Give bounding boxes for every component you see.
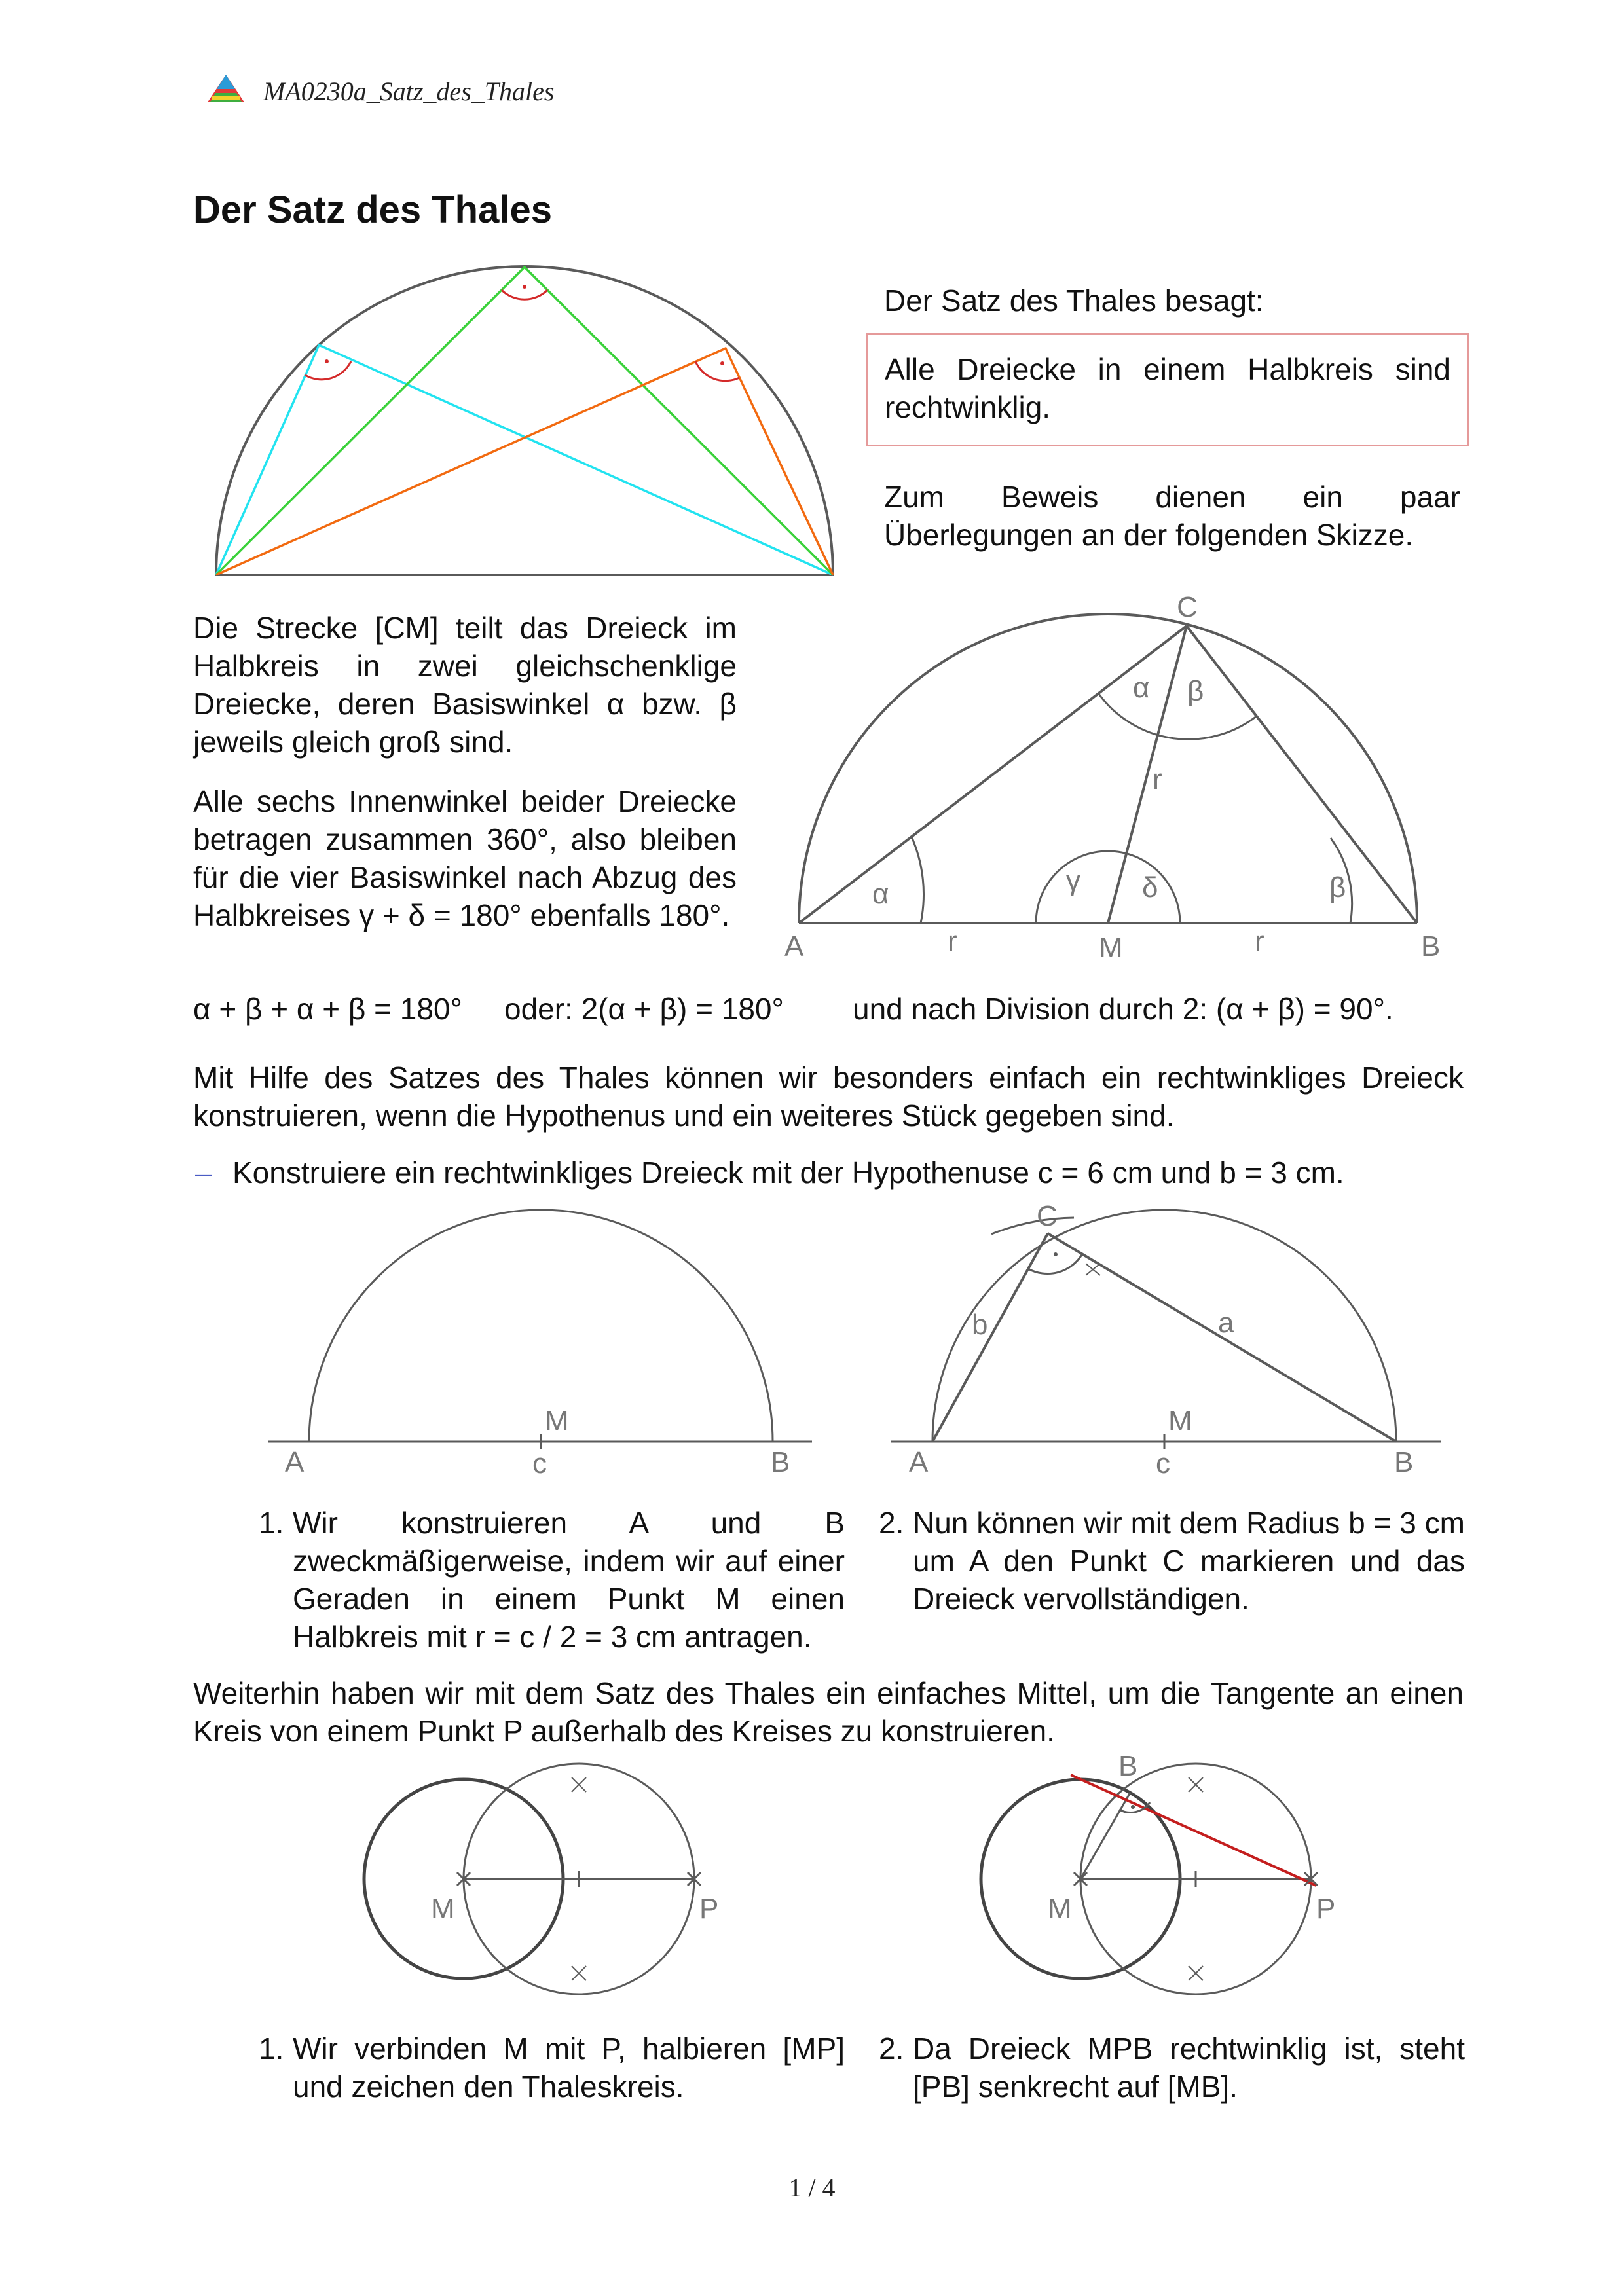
label-b: B <box>1118 1750 1138 1782</box>
tangent-step-2 <box>879 2030 1465 2105</box>
side-ac <box>799 626 1187 923</box>
side-bc <box>1187 626 1417 923</box>
figure-tangent-step1 <box>354 1761 720 2010</box>
label-r-cm: r <box>1153 763 1162 795</box>
tangent-step-1 <box>259 2030 845 2105</box>
equation-3: und nach Division durch 2: (α + β) = 90°. <box>853 992 1393 1026</box>
green-triangle <box>216 267 833 575</box>
label-b: B <box>1394 1446 1414 1478</box>
step-number: 2. <box>879 2032 904 2066</box>
task-text: Konstruiere ein rechtwinkliges Dreieck mit der Hypothenuse c = 6 cm und b = 3 cm. <box>232 1156 1344 1190</box>
cross-mark <box>572 1777 586 1792</box>
step-number: 1. <box>259 2032 284 2066</box>
label-p: P <box>699 1893 719 1925</box>
side-b <box>932 1233 1048 1442</box>
orange-triangle <box>216 348 833 575</box>
label-a: A <box>784 930 804 962</box>
label-m: M <box>1099 932 1123 964</box>
label-a: A <box>285 1446 304 1478</box>
equation-2: oder: 2(α + β) = 180° <box>504 992 784 1026</box>
label-m: M <box>431 1893 455 1925</box>
angle-arc-alpha-a <box>912 837 924 923</box>
task-dash: – <box>195 1156 212 1190</box>
page-number: 1 / 4 <box>788 2173 836 2202</box>
label-c: C <box>1037 1200 1058 1232</box>
label-b: B <box>1421 930 1441 962</box>
figure-triangles-semicircle <box>196 249 851 589</box>
label-alpha-a: α <box>872 878 889 910</box>
construction-step-1 <box>259 1504 845 1656</box>
semicircle-arc <box>309 1210 773 1442</box>
step-number: 1. <box>259 1506 284 1540</box>
label-p: P <box>1316 1893 1336 1925</box>
explanation-paragraph-1: Die Strecke [CM] teilt das Dreieck im Halbkreis in zwei gleichschenklige Dreiecke, deren Basiswinkel α bzw. β jeweils gleich groß sind. <box>193 611 737 759</box>
step-text: Wir verbinden M mit P, halbieren [MP] und zeichen den Thaleskreis. <box>293 2032 845 2104</box>
construction-intro: Mit Hilfe des Satzes des Thales können wir besonders einfach ein rechtwinkliges Dreieck konstruieren, wenn die Hypothenus und ein weiteres Stück gegeben sind. <box>193 1061 1464 1133</box>
header-logo <box>206 73 246 105</box>
label-beta-c: β <box>1187 675 1204 707</box>
explanation-paragraph-2: Alle sechs Innenwinkel beider Dreiecke betragen zusammen 360°, also bleiben für die vier Basiswinkel nach Abzug des Halbkreises γ + δ = 180° ebenfalls 180°. <box>193 784 737 932</box>
theorem-text: Alle Dreiecke in einem Halbkreis sind rechtwinklig. <box>885 352 1450 424</box>
cross-mark <box>1189 1777 1203 1792</box>
label-delta: δ <box>1142 871 1158 903</box>
tangent-intro: Weiterhin haben wir mit dem Satz des Thales ein einfaches Mittel, um die Tangente an einen Kreis von einem Punkt P außerhalb des Kreises zu konstruieren. <box>193 1676 1464 1748</box>
right-angle-mark <box>305 361 351 380</box>
step-text: Wir konstruieren A und B zweckmäßigerweise, indem wir auf einer Geraden in einem Punkt M einen Halbkreis mit r = c / 2 = 3 cm antragen. <box>293 1506 845 1654</box>
right-angle-mark <box>502 290 547 299</box>
label-alpha-c: α <box>1133 672 1150 704</box>
page-title: Der Satz des Thales <box>193 189 552 231</box>
label-b-side: b <box>972 1309 988 1341</box>
label-c: c <box>532 1448 547 1480</box>
label-b: B <box>771 1446 790 1478</box>
label-gamma: γ <box>1066 865 1080 897</box>
label-m: M <box>1168 1405 1192 1437</box>
compass-arc <box>991 1218 1074 1234</box>
semicircle-arc <box>799 614 1417 923</box>
label-a: A <box>909 1446 929 1478</box>
cross-mark <box>1189 1966 1203 1980</box>
angle-arc-at-c <box>1099 694 1257 739</box>
label-a-side: a <box>1218 1307 1234 1339</box>
proof-intro: Zum Beweis dienen ein paar Überlegungen an der folgenden Skizze. <box>884 480 1460 552</box>
cross-mark <box>1086 1264 1100 1275</box>
label-r-right: r <box>1255 925 1264 957</box>
equation-1: α + β + α + β = 180° <box>193 992 462 1026</box>
construction-step-2 <box>879 1504 1465 1618</box>
step-number: 2. <box>879 1506 904 1540</box>
document-id: MA0230a_Satz_des_Thales <box>263 77 555 106</box>
semicircle-arc <box>932 1210 1396 1442</box>
label-m: M <box>545 1405 569 1437</box>
theorem-heading: Der Satz des Thales besagt: <box>884 283 1264 318</box>
label-c-hyp: c <box>1156 1448 1170 1480</box>
step-text: Da Dreieck MPB rechtwinklig ist, steht [PB] senkrecht auf [MB]. <box>913 2032 1465 2104</box>
label-c: C <box>1177 591 1198 623</box>
angle-arc-gamma-delta <box>1036 851 1180 923</box>
step-text: Nun können wir mit dem Radius b = 3 cm um A den Punkt C markieren und das Dreieck vervollständigen. <box>913 1506 1465 1616</box>
cross-mark <box>572 1966 586 1980</box>
figure-tangent-step2 <box>950 1735 1356 2010</box>
mountain-logo-icon <box>206 73 246 105</box>
label-r-left: r <box>948 925 957 957</box>
semicircle-arc <box>216 266 833 575</box>
figure-construction-step2 <box>877 1192 1454 1493</box>
figure-proof-sketch <box>766 576 1493 969</box>
label-m: M <box>1048 1893 1072 1925</box>
label-beta-b: β <box>1329 871 1346 903</box>
theorem-box <box>866 333 1469 446</box>
figure-construction-step1 <box>262 1192 825 1493</box>
